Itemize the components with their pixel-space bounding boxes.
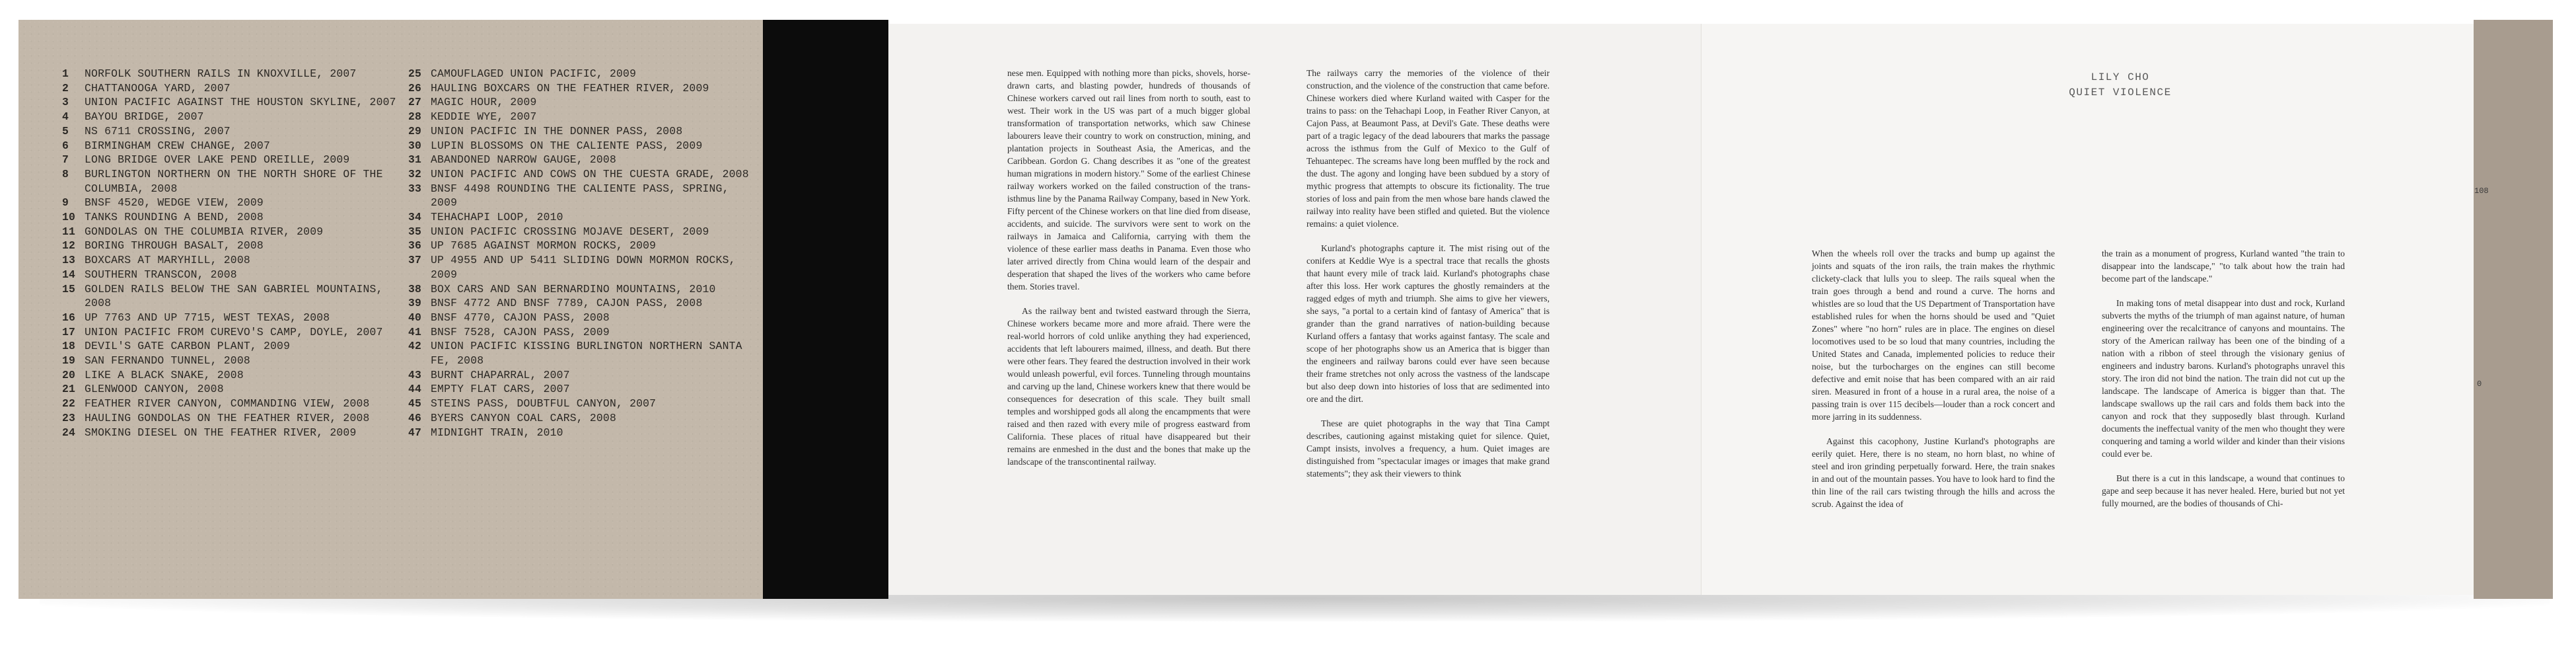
plate-number: 1 <box>62 67 69 80</box>
essay-column-a <box>1007 67 1250 480</box>
plate-title: GONDOLAS ON THE COLUMBIA RIVER, 2009 <box>85 225 324 238</box>
plate-number: 18 <box>62 340 76 353</box>
plate-list-item <box>62 339 406 354</box>
plate-number: 12 <box>62 239 76 253</box>
plate-number: 5 <box>62 124 69 137</box>
plate-number: 43 <box>408 368 422 381</box>
plate-number: 42 <box>408 340 422 353</box>
plate-number: 27 <box>408 96 422 109</box>
plate-number: 3 <box>62 96 69 109</box>
plate-list-item <box>408 124 762 139</box>
plate-title: CAMOUFLAGED UNION PACIFIC, 2009 <box>431 67 637 80</box>
plate-title: BYERS CANYON COAL CARS, 2008 <box>431 411 617 424</box>
plate-title: SOUTHERN TRANSCON, 2008 <box>85 268 237 281</box>
plate-list-item <box>62 124 406 139</box>
plate-title: UNION PACIFIC CROSSING MOJAVE DESERT, 2009 <box>431 225 709 238</box>
plate-number: 17 <box>62 325 76 338</box>
essay-title: QUIET VIOLENCE <box>2069 87 2172 98</box>
essay-paragraph: In making tons of metal disappear into dust and rock, Kurland subverts the myths of the triumph of man against nature, of human engineering over the recalcitrance of canyons and mountains. The story of the American railway has been one of the binding of a nation with a ribbon of steel through the visionary genius of engineers and industry barons. Kurland's photographs unravel this story. The iron did not bind the nation. The train did not cut up the landscape. The landscape of America is bigger than that. The landscape swallows up the rail cars and folds them back into the canyon and rock that they supposedly blast through. Kurland documents the ineffectual vanity of the men who thought they were conquering and taming a world wilder and kinder than their visions could ever be. <box>2102 298 2345 459</box>
plate-number: 37 <box>408 254 422 267</box>
plate-list-item <box>408 239 762 253</box>
plate-number: 34 <box>408 211 422 224</box>
plate-title: HAULING GONDOLAS ON THE FEATHER RIVER, 2008 <box>85 411 370 424</box>
essay-paragraph: But there is a cut in this landscape, a wound that continues to gape and seep because it has never healed. Here, buried but not yet fully mourned, are the bodies of thousands of Chi- <box>2102 473 2345 508</box>
plate-title: BNSF 4520, WEDGE VIEW, 2009 <box>85 196 264 210</box>
plate-title: TEHACHAPI LOOP, 2010 <box>431 211 563 224</box>
plate-number: 39 <box>408 297 422 310</box>
plate-title: UNION PACIFIC FROM CUREVO'S CAMP, DOYLE, 2007 <box>85 325 383 338</box>
plate-title: BURNT CHAPARRAL, 2007 <box>431 368 570 381</box>
plate-title: HAULING BOXCARS ON THE FEATHER RIVER, 2009 <box>431 81 709 95</box>
plate-title: UNION PACIFIC IN THE DONNER PASS, 2008 <box>431 124 683 137</box>
essay-column-b <box>1306 67 1550 492</box>
plate-list-item <box>62 196 406 210</box>
plate-list-column-1 <box>62 67 406 440</box>
plate-title: UNION PACIFIC KISSING BURLINGTON NORTHERN SANTA FE, 2008 <box>431 340 742 368</box>
plate-list-item <box>408 67 762 81</box>
plate-title: BURLINGTON NORTHERN ON THE NORTH SHORE OF THE COLUMBIA, 2008 <box>85 167 383 195</box>
plate-list-item <box>408 382 762 397</box>
page-number-upper: 108 <box>2474 186 2489 196</box>
plate-number: 25 <box>408 67 422 80</box>
plate-list-item <box>62 139 406 153</box>
plate-list-item <box>408 182 762 210</box>
plate-title: BNSF 4772 AND BNSF 7789, CAJON PASS, 2008 <box>431 297 703 310</box>
plate-list-item <box>62 411 406 426</box>
plate-title: BOX CARS AND SAN BERNARDINO MOUNTAINS, 2010 <box>431 282 716 295</box>
plate-list-item <box>62 210 406 225</box>
plate-number: 32 <box>408 167 422 180</box>
plate-title: DEVIL'S GATE CARBON PLANT, 2009 <box>85 340 291 353</box>
plate-list-item <box>408 368 762 383</box>
plate-list-item <box>408 95 762 110</box>
plate-number: 2 <box>62 81 69 95</box>
plate-list-item <box>408 426 762 440</box>
plate-title: ABANDONED NARROW GAUGE, 2008 <box>431 153 617 167</box>
black-endpaper <box>763 20 888 599</box>
plate-list-item <box>62 67 406 81</box>
plate-title: EMPTY FLAT CARS, 2007 <box>431 383 570 396</box>
plate-list-item <box>62 282 406 311</box>
plate-number: 21 <box>62 383 76 396</box>
plate-number: 36 <box>408 239 422 253</box>
plate-number: 15 <box>62 282 76 295</box>
plate-number: 16 <box>62 311 76 324</box>
plate-title: FEATHER RIVER CANYON, COMMANDING VIEW, 2008 <box>85 397 370 410</box>
plate-number: 7 <box>62 153 69 167</box>
plate-title: SMOKING DIESEL ON THE FEATHER RIVER, 2009 <box>85 426 357 439</box>
plate-list-item <box>62 426 406 440</box>
plate-title: UP 7763 AND UP 7715, WEST TEXAS, 2008 <box>85 311 330 324</box>
plate-number: 11 <box>62 225 76 238</box>
plate-number: 33 <box>408 182 422 195</box>
plate-number: 47 <box>408 426 422 439</box>
plate-title: GLENWOOD CANYON, 2008 <box>85 383 224 396</box>
plate-list-item <box>62 167 406 196</box>
plate-title: UP 4955 AND UP 5411 SLIDING DOWN MORMON ROCKS, 2009 <box>431 254 736 281</box>
plate-number: 28 <box>408 110 422 124</box>
plate-title: BNSF 7528, CAJON PASS, 2009 <box>431 325 610 338</box>
essay-paragraph: The railways carry the memories of the violence of their construction, and the violence of the construction that came before. Chinese workers died where Kurland waited with Casper for the trains to pass: on the Tehachapi Loop, in Feather River Canyon, at Cajon Pass, at Beaumont Pass, at Devil's Gate. These deaths were part of a tragic legacy of the dead labourers that marks the passage across the isthmus from the Gulf of Mexico to the Gulf of Tehuantepec. The screams have long been muffled by the rock and the dust. The agony and longing have been subdued by a story of mythic progress that attempts to obscure its fictionality. The true stories of loss and pain from the men whose bare hands clawed the railway into reality have been stifled and quieted. But the violence remains: a quiet violence. <box>1306 68 1550 229</box>
plate-list-item <box>62 225 406 239</box>
essay-paragraph: nese men. Equipped with nothing more than picks, shovels, horse-drawn carts, and blasting powder, hundreds of thousands of Chinese workers carved out rail lines from north to south, east to west. Their work in the US was part of a much bigger global transformation of transportation networks, which saw Chinese labourers leave their country to work on construction, mining, and plantation projects in Southeast Asia, the Americas, and the Caribbean. Gordon G. Chang describes it as "one of the greatest human migrations in modern history." Some of the earliest Chinese railway workers worked on the failed construction of the trans-isthmus line by the Panama Railway Company, based in New York. Fifty percent of the Chinese workers on that line died from disease, accidents, and suicide. The survivors were sent to work on the railways in Jamaica and California, carrying with them the violence of these earlier mass deaths in Panama. Even those who later arrived directly from China would learn of the despair and desperation that shaped the lives of the workers who came before them. Stories travel. <box>1007 68 1250 292</box>
plate-list-item <box>408 325 762 340</box>
plate-list-item <box>62 382 406 397</box>
plate-list-item <box>408 225 762 239</box>
plate-title: NS 6711 CROSSING, 2007 <box>85 124 231 137</box>
essay-paragraph: As the railway bent and twisted eastward through the Sierra, Chinese workers became more and more afraid. There were the real-world horrors of cold unlike anything they had experienced, accidents that left labourers maimed, illness, and death. But there were other fears. They feared the destruction involved in their work would unleash powerful, evil forces. Tunneling through mountains and carving up the land, Chinese workers knew that there would be consequences for desecration of this scale. They built small temples and worshipped gods all along the encampments that were raised and then razed with every mile of progress eastward from California. These places of ritual have disappeared but their remains are enmeshed in the dust and the bones that make up the landscape of the transcontinental railway. <box>1007 306 1250 467</box>
essay-paragraph: When the wheels roll over the tracks and bump up against the joints and squats of the iron rails, the train makes the rhythmic clickety-clack that lulls you to sleep. The rails squeal when the train goes through a bend and round a curve. The horns and whistles are so loud that the US Department of Transportation have established rules for when the horns should be used and "Quiet Zones" where "no horn" rules are in place. The engines on diesel locomotives used to be so loud that many countries, including the United States and Canada, implemented policies to reduce their noise, but the turbocharges on the engines can still become defective and emit noise that has been compared with an air raid siren. Measured in front of a house in a rural area, the noise of a passing train is over 115 decibels—louder than a rock concert and more jarring in its suddenness. <box>1812 249 2055 422</box>
plate-list-item <box>62 268 406 282</box>
plate-title: MIDNIGHT TRAIN, 2010 <box>431 426 563 439</box>
plate-list-item <box>62 354 406 368</box>
plate-list-item <box>62 311 406 325</box>
page-number-lower: 0 <box>2477 379 2482 389</box>
plate-list-item <box>408 311 762 325</box>
plate-number: 24 <box>62 426 76 439</box>
plate-number: 46 <box>408 411 422 424</box>
plate-number: 20 <box>62 368 76 381</box>
plate-number: 22 <box>62 397 76 410</box>
plate-list-column-2 <box>408 67 762 440</box>
plate-number: 9 <box>62 196 69 210</box>
plate-list-item <box>62 110 406 124</box>
essay-paragraph: the train as a monument of progress, Kurland wanted "the train to disappear into the landscape," "to talk about how the train had become part of the landscape." <box>2102 249 2345 284</box>
plate-title: STEINS PASS, DOUBTFUL CANYON, 2007 <box>431 397 657 410</box>
plate-list-item <box>408 153 762 167</box>
plate-title: UNION PACIFIC AND COWS ON THE CUESTA GRADE, 2008 <box>431 167 749 180</box>
plate-title: BOXCARS AT MARYHILL, 2008 <box>85 254 250 267</box>
plate-number: 6 <box>62 139 69 152</box>
plate-list-item <box>408 167 762 182</box>
plate-number: 41 <box>408 325 422 338</box>
essay-author: LILY CHO <box>2091 71 2150 83</box>
plate-title: UNION PACIFIC AGAINST THE HOUSTON SKYLINE, 2007 <box>85 96 396 109</box>
plate-number: 30 <box>408 139 422 152</box>
plate-list-item <box>408 253 762 282</box>
plate-list-item <box>62 368 406 383</box>
plate-title: GOLDEN RAILS BELOW THE SAN GABRIEL MOUNTAINS, 2008 <box>85 282 383 310</box>
plate-list-item <box>408 210 762 225</box>
plate-list-item <box>62 239 406 253</box>
plate-number: 19 <box>62 354 76 368</box>
plate-number: 38 <box>408 282 422 295</box>
plate-title: NORFOLK SOUTHERN RAILS IN KNOXVILLE, 2007 <box>85 67 357 80</box>
plate-title: UP 7685 AGAINST MORMON ROCKS, 2009 <box>431 239 657 253</box>
plate-title: LONG BRIDGE OVER LAKE PEND OREILLE, 2009 <box>85 153 350 167</box>
plate-title: TANKS ROUNDING A BEND, 2008 <box>85 211 264 224</box>
plate-list-item <box>62 397 406 411</box>
plate-number: 29 <box>408 124 422 137</box>
plate-number: 40 <box>408 311 422 324</box>
plate-title: SAN FERNANDO TUNNEL, 2008 <box>85 354 250 368</box>
plate-list-item <box>62 153 406 167</box>
plate-title: MAGIC HOUR, 2009 <box>431 96 537 109</box>
plate-title: BNSF 4770, CAJON PASS, 2008 <box>431 311 610 324</box>
essay-paragraph: Kurland's photographs capture it. The mist rising out of the conifers at Keddie Wye is a spectral trace that recalls the ghosts that haunt every mile of track laid. Kurland's photographs chase after this loss. Her work captures the ghostly remainders at the ragged edges of myth and triumph. She aims to give her viewers, she says, "a portal to a certain kind of fantasy of America" that is grander than the grand narratives of nation-building because Kurland offers a fantasy that works against fantasy. The scale and scope of her photographs show us an America that is bigger than the engineers and railway barons could ever have seen because their frame stretches not only across the vastness of the landscape but also deep down into histories of loss that are sedimented into ore and the dirt. <box>1306 243 1550 404</box>
plate-number: 8 <box>62 167 69 180</box>
plate-number: 23 <box>62 411 76 424</box>
essay-heading <box>1988 70 2252 100</box>
plate-title: BNSF 4498 ROUNDING THE CALIENTE PASS, SPRING, 2009 <box>431 182 729 210</box>
plate-title: BIRMINGHAM CREW CHANGE, 2007 <box>85 139 271 152</box>
essay-paragraph: These are quiet photographs in the way that Tina Campt describes, cautioning against mistaking quiet for silence. Quiet, Campt insists, involves a frequency, a hum. Quiet images are distinguished from "spectacular images or images that make grand statements"; they ask their viewers to think <box>1306 418 1550 479</box>
plate-list-item <box>408 282 762 297</box>
plate-list-item <box>408 139 762 153</box>
plate-title: BAYOU BRIDGE, 2007 <box>85 110 204 124</box>
plate-list-item <box>62 325 406 340</box>
plate-title: BORING THROUGH BASALT, 2008 <box>85 239 264 253</box>
plate-title: LUPIN BLOSSOMS ON THE CALIENTE PASS, 2009 <box>431 139 703 152</box>
plate-list-item <box>408 296 762 311</box>
plate-number: 45 <box>408 397 422 410</box>
plate-list-item <box>62 253 406 268</box>
plate-number: 4 <box>62 110 69 124</box>
plate-number: 31 <box>408 153 422 167</box>
plate-list-item <box>408 397 762 411</box>
plate-number: 13 <box>62 254 76 267</box>
plate-number: 14 <box>62 268 76 281</box>
plate-number: 35 <box>408 225 422 238</box>
plate-list-item <box>408 411 762 426</box>
plate-list-item <box>408 81 762 96</box>
plate-title: LIKE A BLACK SNAKE, 2008 <box>85 368 244 381</box>
essay-paragraph: Against this cacophony, Justine Kurland's photographs are eerily quiet. Here, there is no steam, no horn blast, no whine of steel and iron grinding perpetually forward. Here, the train snakes in and out of the mountain passes. You have to look hard to find the thin line of the rail cars twisting through the hills and across the scrub. Against the idea of <box>1812 436 2055 509</box>
plate-number: 44 <box>408 383 422 396</box>
plate-title: CHATTANOOGA YARD, 2007 <box>85 81 231 95</box>
folded-flap-edge <box>2474 20 2553 599</box>
essay-column-d <box>2102 247 2345 522</box>
plate-title: KEDDIE WYE, 2007 <box>431 110 537 124</box>
plate-list-item <box>62 95 406 110</box>
plate-number: 26 <box>408 81 422 95</box>
plate-number: 10 <box>62 211 76 224</box>
plate-list-item <box>408 339 762 368</box>
plate-list-item <box>62 81 406 96</box>
essay-column-c <box>1812 247 2055 522</box>
plate-list-item <box>408 110 762 124</box>
